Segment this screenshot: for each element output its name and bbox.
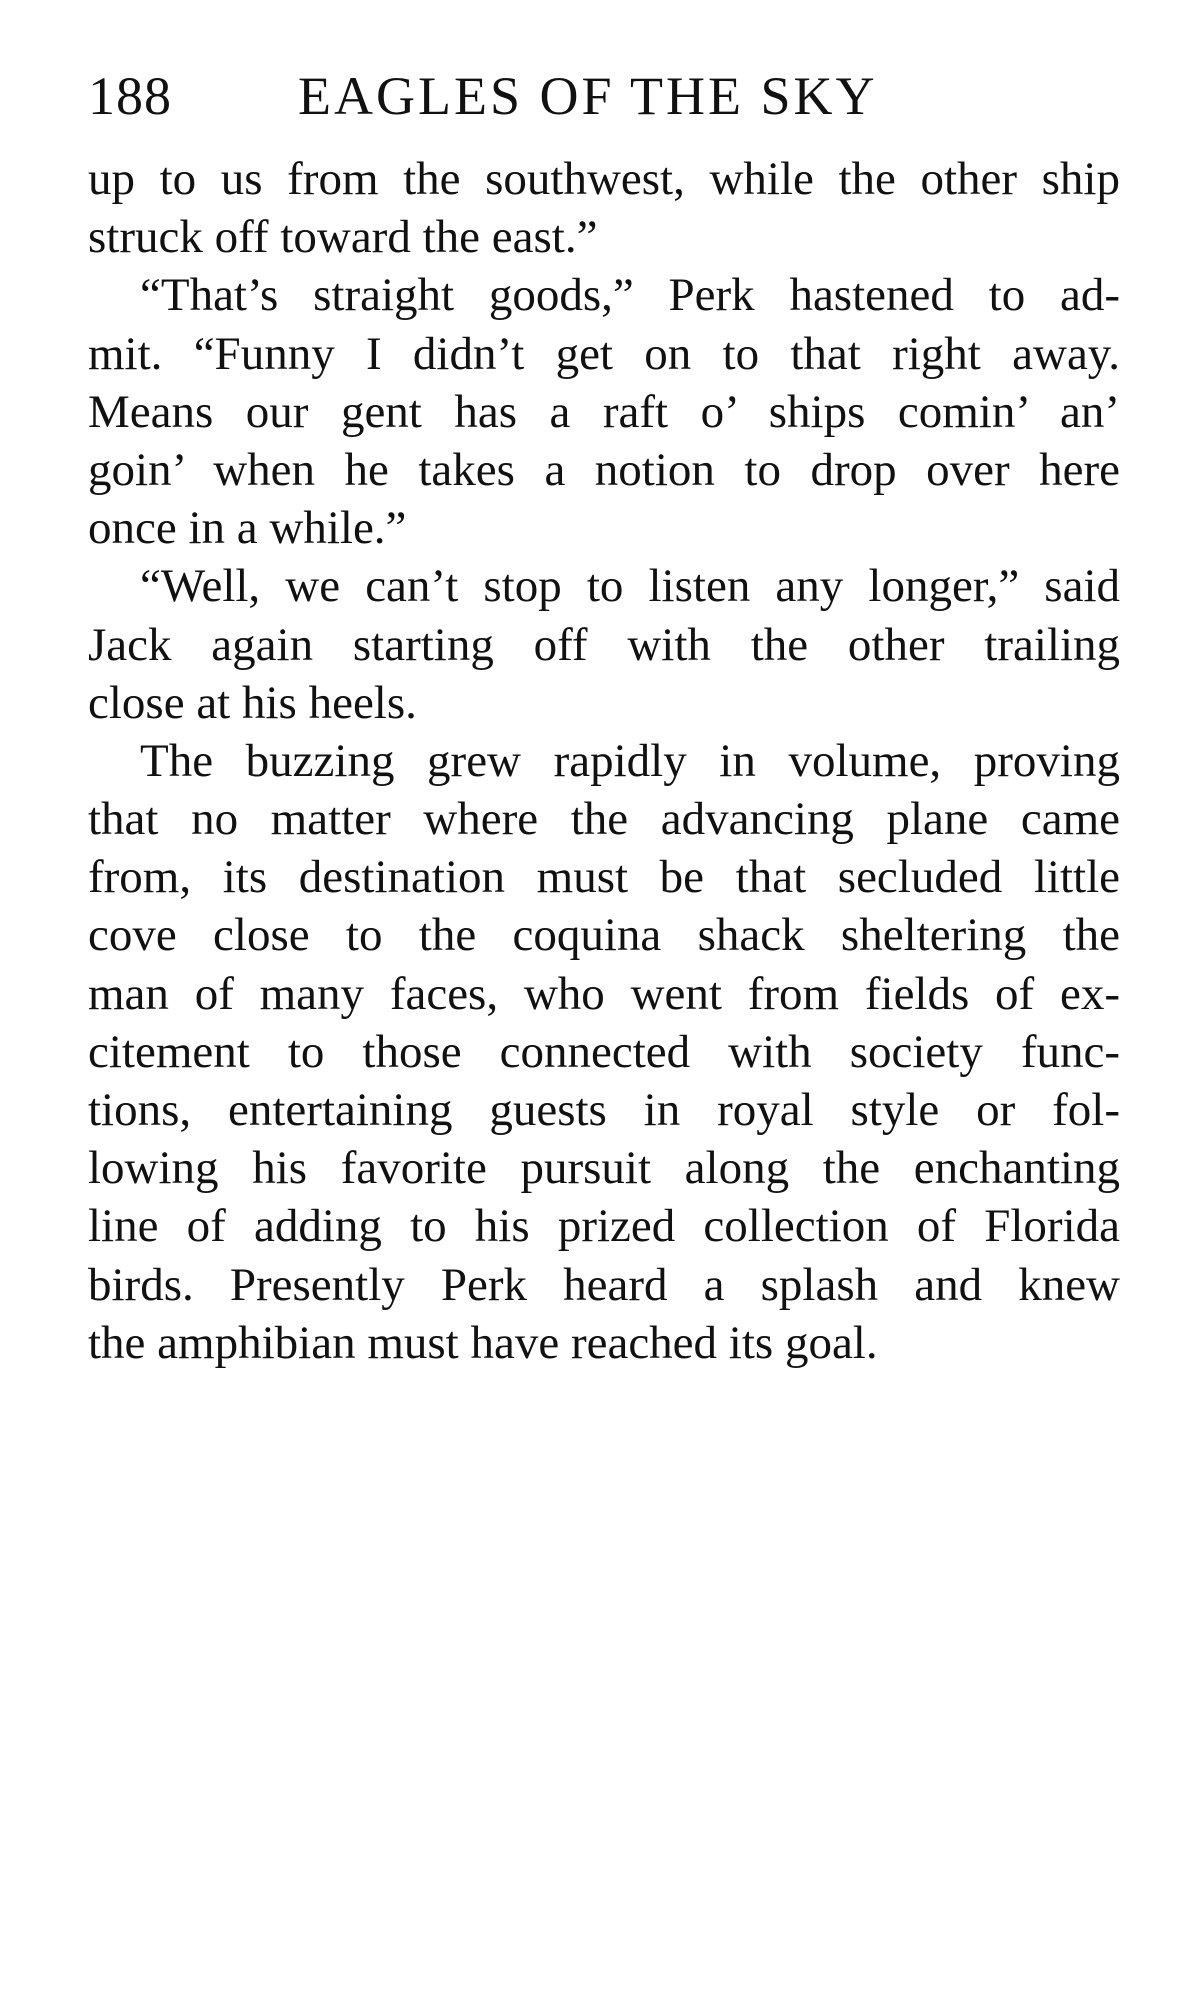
text-line: struck off toward the east.” — [88, 211, 598, 264]
text-line: citement to those connected with society func- — [88, 1025, 1120, 1078]
running-head — [88, 64, 1128, 128]
book-title: EAGLES OF THE SKY — [298, 66, 878, 126]
text-line: from, its destination must be that secluded little — [88, 851, 1120, 904]
text-line: man of many faces, who went from fields of ex- — [88, 967, 1120, 1020]
text-line: that no matter where the advancing plane came — [88, 793, 1120, 846]
text-line: once in a while.” — [88, 502, 407, 555]
text-line: cove close to the coquina shack sheltering the — [88, 909, 1120, 962]
text-line: close at his heels. — [88, 676, 417, 729]
text-line: birds. Presently Perk heard a splash and knew — [88, 1258, 1120, 1311]
text-line: up to us from the southwest, while the other ship — [88, 153, 1120, 205]
text-line: lowing his favorite pursuit along the enchanting — [88, 1142, 1120, 1195]
text-line: mit. “Funny I didn’t get on to that right away. — [88, 327, 1120, 380]
text-line: tions, entertaining guests in royal style or fol- — [88, 1084, 1120, 1136]
body-text — [88, 150, 1120, 1372]
text-line: The buzzing grew rapidly in volume, proving — [140, 734, 1120, 787]
page-number: 188 — [88, 66, 172, 126]
text-line: the amphibian must have reached its goal. — [88, 1316, 878, 1369]
text-line: “Well, we can’t stop to listen any longer,” said — [140, 560, 1120, 613]
text-line: “That’s straight goods,” Perk hastened to ad- — [140, 269, 1120, 322]
text-line: Jack again starting off with the other trailing — [88, 618, 1120, 671]
text-line: Means our gent has a raft o’ ships comin’ an’ — [88, 385, 1120, 438]
text-line: line of adding to his prized collection of Florida — [88, 1200, 1120, 1253]
text-line: goin’ when he takes a notion to drop over here — [88, 443, 1120, 496]
